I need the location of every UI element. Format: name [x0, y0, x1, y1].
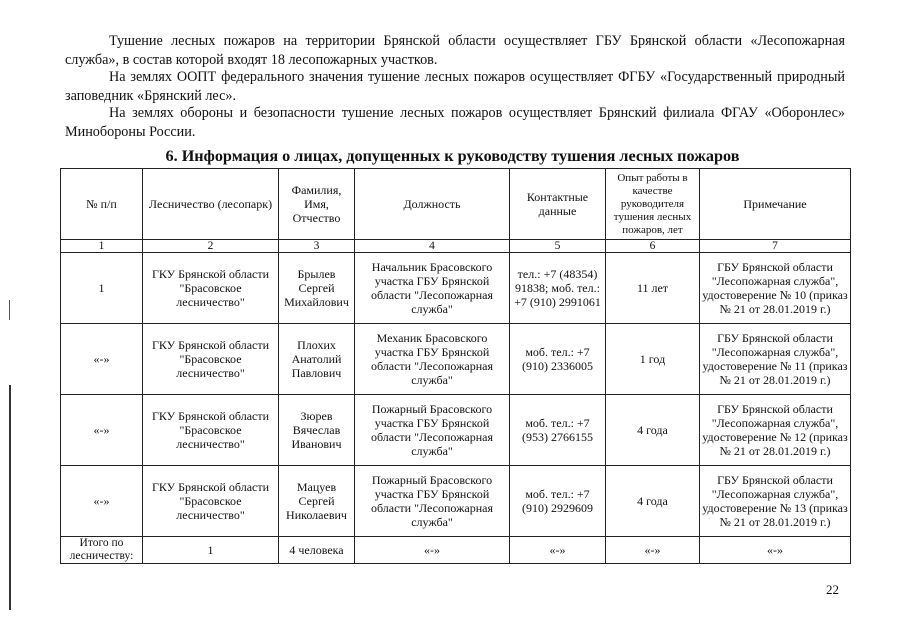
cell-position: Начальник Брасовского участка ГБУ Брянской области "Лесопожарная служба" — [355, 253, 510, 324]
cell-note: ГБУ Брянской области "Лесопожарная служба", удостоверение № 12 (приказ № 21 от 28.01.2019 г.) — [700, 395, 851, 466]
header-name: Фамилия, Имя, Отчество — [279, 169, 355, 240]
column-number: 6 — [606, 240, 700, 253]
total-label: Итого по лесничеству: — [61, 537, 143, 564]
total-note: «-» — [700, 537, 851, 564]
paragraph-defense-lands: На землях обороны и безопасности тушение лесных пожаров осуществляет Брянский филиала ФГАУ «Оборонлес» Минобороны России. — [65, 105, 845, 140]
total-position: «-» — [355, 537, 510, 564]
cell-num: «-» — [61, 466, 143, 537]
table-row — [61, 466, 851, 537]
cell-name: Плохих Анатолий Павлович — [279, 324, 355, 395]
column-number: 4 — [355, 240, 510, 253]
header-experience: Опыт работы в качестве руководителя тушения лесных пожаров, лет — [606, 169, 700, 240]
cell-contacts: моб. тел.: +7 (910) 2336005 — [510, 324, 606, 395]
paragraph-firefighting-service: Тушение лесных пожаров на территории Брянской области осуществляет ГБУ Брянской области «Лесопожарная служба», в состав которой входят 18 лесопожарных участков. — [65, 33, 845, 68]
cell-num: «-» — [61, 395, 143, 466]
cell-name: Брылев Сергей Михайлович — [279, 253, 355, 324]
cell-note: ГБУ Брянской области "Лесопожарная служба", удостоверение № 11 (приказ № 21 от 28.01.2019 г.) — [700, 324, 851, 395]
cell-num: «-» — [61, 324, 143, 395]
cell-forestry: ГКУ Брянской области "Брасовское лесничество" — [143, 466, 279, 537]
cell-experience: 4 года — [606, 466, 700, 537]
cell-contacts: моб. тел.: +7 (953) 2766155 — [510, 395, 606, 466]
scan-edge-mark — [9, 385, 11, 610]
scan-edge-mark — [9, 300, 10, 320]
table-header-row — [61, 169, 851, 240]
cell-position: Пожарный Брасовского участка ГБУ Брянской области "Лесопожарная служба" — [355, 466, 510, 537]
fire-managers-table — [60, 168, 851, 564]
cell-forestry: ГКУ Брянской области "Брасовское лесничество" — [143, 324, 279, 395]
cell-forestry: ГКУ Брянской области "Брасовское лесничество" — [143, 395, 279, 466]
table-row — [61, 253, 851, 324]
cell-position: Пожарный Брасовского участка ГБУ Брянской области "Лесопожарная служба" — [355, 395, 510, 466]
table-row — [61, 324, 851, 395]
header-num: № п/п — [61, 169, 143, 240]
cell-contacts: тел.: +7 (48354) 91838; моб. тел.: +7 (910) 2991061 — [510, 253, 606, 324]
column-number: 2 — [143, 240, 279, 253]
table-total-row — [61, 537, 851, 564]
header-position: Должность — [355, 169, 510, 240]
total-forestry: 1 — [143, 537, 279, 564]
total-experience: «-» — [606, 537, 700, 564]
column-number: 3 — [279, 240, 355, 253]
header-note: Примечание — [700, 169, 851, 240]
cell-experience: 4 года — [606, 395, 700, 466]
column-number-row — [61, 240, 851, 253]
cell-experience: 11 лет — [606, 253, 700, 324]
section-title: 6. Информация о лицах, допущенных к руководству тушения лесных пожаров — [165, 147, 740, 165]
cell-forestry: ГКУ Брянской области "Брасовское лесничество" — [143, 253, 279, 324]
cell-note: ГБУ Брянской области "Лесопожарная служба", удостоверение № 10 (приказ № 21 от 28.01.2019 г.) — [700, 253, 851, 324]
cell-name: Мацуев Сергей Николаевич — [279, 466, 355, 537]
page-number: 22 — [826, 582, 839, 597]
cell-position: Механик Брасовского участка ГБУ Брянской области "Лесопожарная служба" — [355, 324, 510, 395]
total-contacts: «-» — [510, 537, 606, 564]
cell-experience: 1 год — [606, 324, 700, 395]
header-contacts: Контактные данные — [510, 169, 606, 240]
table-row — [61, 395, 851, 466]
paragraph-nature-reserve: На землях ООПТ федерального значения тушение лесных пожаров осуществляет ФГБУ «Государственный природный заповедник «Брянский лес». — [65, 69, 845, 104]
column-number: 5 — [510, 240, 606, 253]
column-number: 1 — [61, 240, 143, 253]
cell-contacts: моб. тел.: +7 (910) 2929609 — [510, 466, 606, 537]
column-number: 7 — [700, 240, 851, 253]
cell-num: 1 — [61, 253, 143, 324]
cell-name: Зюрев Вячеслав Иванович — [279, 395, 355, 466]
cell-note: ГБУ Брянской области "Лесопожарная служба", удостоверение № 13 (приказ № 21 от 28.01.2019 г.) — [700, 466, 851, 537]
total-name: 4 человека — [279, 537, 355, 564]
header-forestry: Лесничество (лесопарк) — [143, 169, 279, 240]
